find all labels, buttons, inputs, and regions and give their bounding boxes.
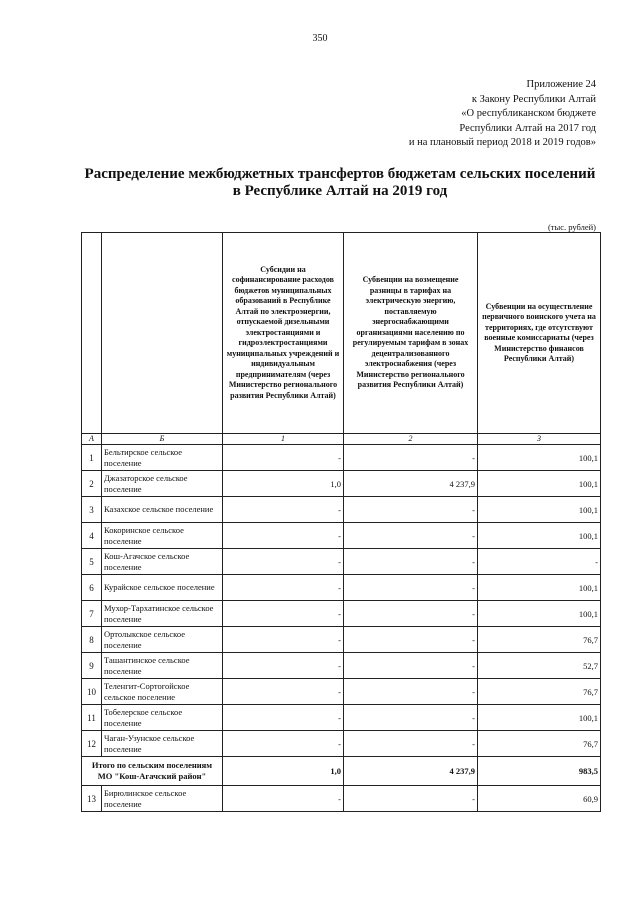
value-col-2: - (344, 497, 478, 523)
row-number: 9 (82, 653, 102, 679)
value-col-1: - (223, 786, 344, 812)
value-col-3: 100,1 (478, 705, 601, 731)
value-col-1: 1,0 (223, 471, 344, 497)
appendix-line: «О республиканском бюджете (461, 108, 596, 120)
header-col-1: Субсидии на софинансирование расходов бюджетов муниципальных образований в Республике Алтай по электроэнергии, отпускаемой дизельными электростанциями и гидроэлектростанциями муниципальных учреждений и индивидуальным предпринимателям (через Министерство регионального развития Республики Алтай) (223, 233, 344, 434)
settlement-name: Бирюлинское сельское поселение (102, 786, 223, 812)
appendix-reference (409, 78, 596, 151)
value-col-1: - (223, 601, 344, 627)
value-col-2: - (344, 786, 478, 812)
value-col-3: 100,1 (478, 445, 601, 471)
row-number: 4 (82, 523, 102, 549)
table-row (82, 679, 601, 705)
appendix-line: Приложение 24 (526, 79, 596, 90)
row-number: 6 (82, 575, 102, 601)
value-col-3: 100,1 (478, 575, 601, 601)
value-col-3: 100,1 (478, 523, 601, 549)
row-number: 2 (82, 471, 102, 497)
settlement-name: Курайское сельское поселение (102, 575, 223, 601)
value-col-1: - (223, 575, 344, 601)
value-col-2: - (344, 523, 478, 549)
table-row (82, 786, 601, 812)
settlement-name: Тобелерское сельское поселение (102, 705, 223, 731)
row-number: 3 (82, 497, 102, 523)
table-row (82, 653, 601, 679)
settlement-name: Ортолыкское сельское поселение (102, 627, 223, 653)
value-col-2: - (344, 679, 478, 705)
value-col-3: 100,1 (478, 471, 601, 497)
column-letter: 3 (478, 434, 601, 445)
value-col-3: 100,1 (478, 497, 601, 523)
value-col-1: - (223, 549, 344, 575)
table-row (82, 705, 601, 731)
value-col-1: - (223, 445, 344, 471)
total-label: Итого по сельским поселениям МО "Кош-Агачский район" (82, 757, 223, 786)
header-col-3: Субвенции на осуществление первичного воинского учета на территориях, где отсутствуют военные комиссариаты (через Министерство финансов Республики Алтай) (478, 233, 601, 434)
row-number: 5 (82, 549, 102, 575)
settlement-name: Чаган-Узунское сельское поселение (102, 731, 223, 757)
value-col-1: - (223, 497, 344, 523)
appendix-line: Республики Алтай на 2017 год (459, 122, 596, 134)
value-col-3: 76,7 (478, 679, 601, 705)
table-row (82, 601, 601, 627)
column-letter: Б (102, 434, 223, 445)
row-number: 12 (82, 731, 102, 757)
settlement-name: Теленгит-Сортогойское сельское поселение (102, 679, 223, 705)
table-row (82, 471, 601, 497)
table-row (82, 627, 601, 653)
table-row (82, 445, 601, 471)
page-number: 350 (312, 33, 328, 44)
settlement-name: Кокоринское сельское поселение (102, 523, 223, 549)
settlement-name: Бельтирское сельское поселение (102, 445, 223, 471)
row-number: 7 (82, 601, 102, 627)
row-number: 1 (82, 445, 102, 471)
value-col-3: 100,1 (478, 601, 601, 627)
value-col-1: - (223, 653, 344, 679)
appendix-line: к Закону Республики Алтай (471, 93, 596, 105)
column-letter: 2 (344, 434, 478, 445)
table-row (82, 549, 601, 575)
settlement-name: Мухор-Тархатинское сельское поселение (102, 601, 223, 627)
row-number: 8 (82, 627, 102, 653)
value-col-3: 52,7 (478, 653, 601, 679)
document-title (0, 166, 640, 200)
table-row (82, 575, 601, 601)
value-col-1: - (223, 523, 344, 549)
settlement-name: Казахское сельское поселение (102, 497, 223, 523)
table-row (82, 523, 601, 549)
table-row (82, 497, 601, 523)
row-number: 13 (82, 786, 102, 812)
value-col-3: 76,7 (478, 627, 601, 653)
value-col-2: - (344, 575, 478, 601)
value-col-2: - (344, 653, 478, 679)
table-header-row (82, 233, 601, 434)
value-col-3: - (478, 549, 601, 575)
header-number (82, 233, 102, 434)
column-letter: А (82, 434, 102, 445)
value-col-2: - (344, 731, 478, 757)
row-number: 11 (82, 705, 102, 731)
value-col-1: - (223, 731, 344, 757)
value-col-2: - (344, 445, 478, 471)
value-col-1: - (223, 705, 344, 731)
title-line: в Республике Алтай на 2019 год (232, 183, 448, 199)
value-col-2: 4 237,9 (344, 471, 478, 497)
settlement-name: Ташантинское сельское поселение (102, 653, 223, 679)
value-col-3: 76,7 (478, 731, 601, 757)
settlement-name: Джазаторское сельское поселение (102, 471, 223, 497)
value-col-1: - (223, 679, 344, 705)
table-row (82, 731, 601, 757)
value-col-2: - (344, 627, 478, 653)
total-col-3: 983,5 (478, 757, 601, 786)
value-col-3: 60,9 (478, 786, 601, 812)
transfers-table (81, 232, 601, 812)
total-col-2: 4 237,9 (344, 757, 478, 786)
row-number: 10 (82, 679, 102, 705)
value-col-2: - (344, 549, 478, 575)
header-name (102, 233, 223, 434)
value-col-2: - (344, 601, 478, 627)
total-row (82, 757, 601, 786)
settlement-name: Кош-Агачское сельское поселение (102, 549, 223, 575)
title-line: Распределение межбюджетных трансфертов бюджетам сельских поселений (84, 166, 596, 182)
appendix-line: и на плановый период 2018 и 2019 годов» (408, 137, 596, 149)
column-letters-row (82, 434, 601, 445)
value-col-1: - (223, 627, 344, 653)
column-letter: 1 (223, 434, 344, 445)
header-col-2: Субвенции на возмещение разницы в тарифах на электрическую энергию, поставляемую энергоснабжающими организациями населению по регулируемым тарифам в зонах децентрализованного электроснабжения (через Министерство регионального развития Республики Алтай) (344, 233, 478, 434)
value-col-2: - (344, 705, 478, 731)
total-col-1: 1,0 (223, 757, 344, 786)
units-label: (тыс. рублей) (547, 222, 596, 232)
